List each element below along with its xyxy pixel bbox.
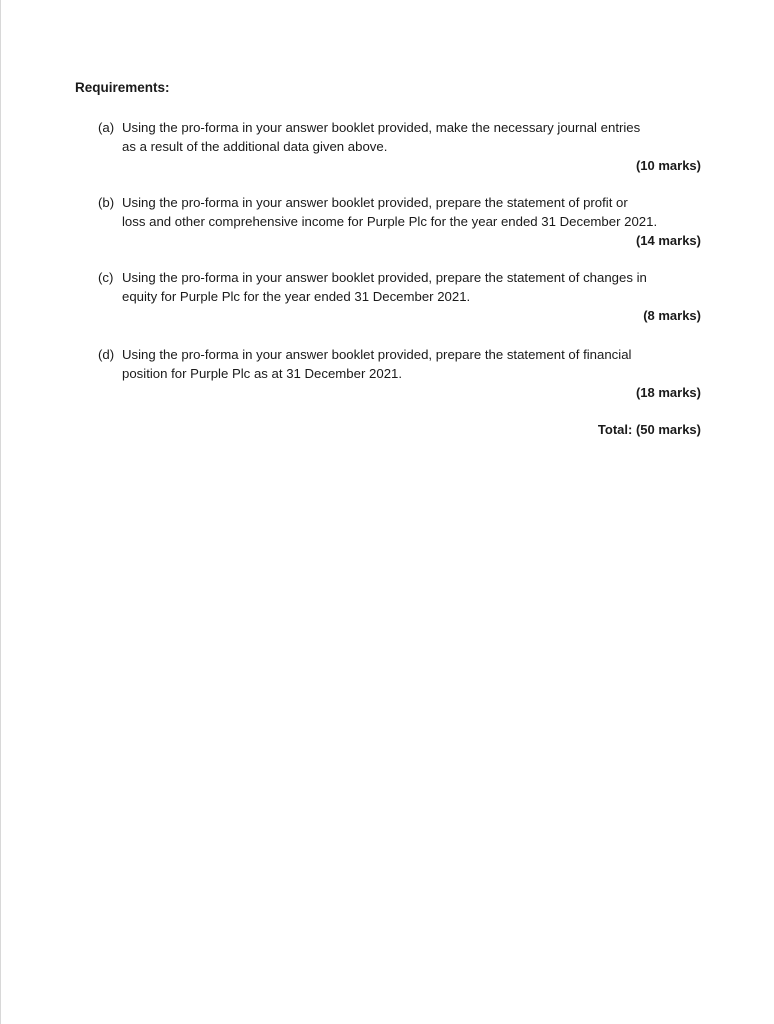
requirement-text-line2: equity for Purple Plc for the year ended 31 December 2021.	[122, 289, 471, 304]
requirement-d	[98, 345, 701, 402]
requirement-c	[98, 268, 701, 325]
requirement-label: (d)	[98, 347, 115, 362]
requirement-text-line1: Using the pro-forma in your answer booklet provided, prepare the statement of financial	[122, 347, 632, 362]
requirement-marks: (8 marks)	[643, 308, 701, 323]
requirement-text-line1: Using the pro-forma in your answer booklet provided, prepare the statement of profit or	[122, 195, 628, 210]
requirement-text-line2: as a result of the additional data given above.	[122, 139, 388, 154]
requirement-b	[98, 193, 701, 250]
requirements-heading: Requirements:	[75, 80, 170, 95]
requirement-text-line2: position for Purple Plc as at 31 December 2021.	[122, 366, 403, 381]
total-marks: Total: (50 marks)	[597, 422, 701, 437]
requirement-label: (a)	[98, 120, 115, 135]
requirement-marks: (10 marks)	[635, 158, 701, 173]
requirement-marks: (18 marks)	[635, 385, 701, 400]
requirement-text-line1: Using the pro-forma in your answer booklet provided, prepare the statement of changes in	[122, 270, 647, 285]
requirement-text-line2: loss and other comprehensive income for Purple Plc for the year ended 31 December 2021.	[122, 214, 658, 229]
requirement-text-line1: Using the pro-forma in your answer booklet provided, make the necessary journal entries	[122, 120, 641, 135]
requirement-a	[98, 118, 701, 175]
requirement-marks: (14 marks)	[635, 233, 701, 248]
requirement-label: (c)	[98, 270, 114, 285]
requirement-label: (b)	[98, 195, 115, 210]
